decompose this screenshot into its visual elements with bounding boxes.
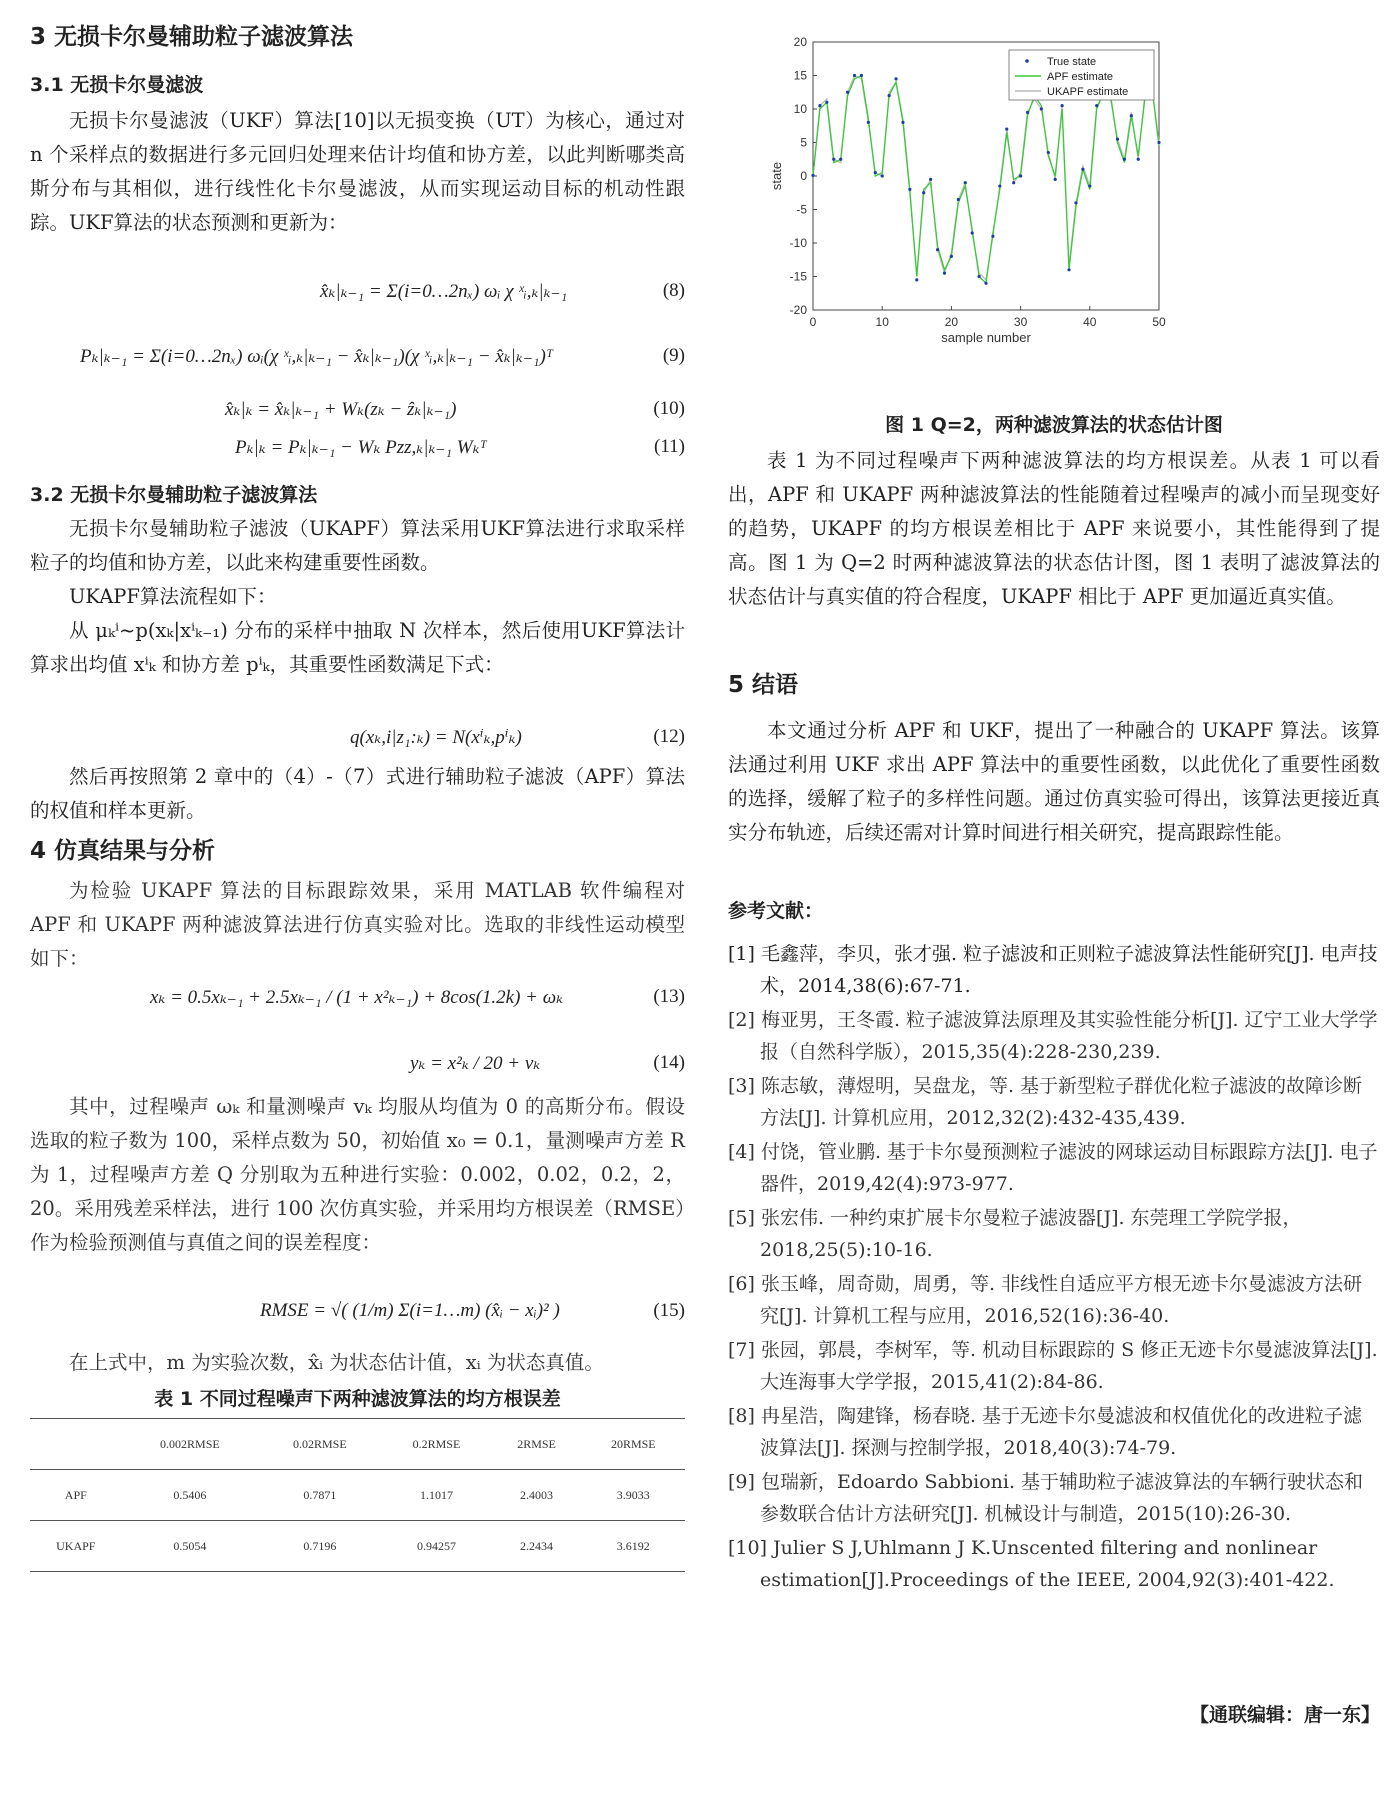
- true-state-point: [1081, 168, 1084, 171]
- equation-11: Pₖ|ₖ = Pₖ|ₖ₋₁ − Wₖ Pzz,ₖ|ₖ₋₁ Wₖᵀ: [235, 437, 487, 458]
- y-tick-label: 20: [793, 35, 807, 49]
- true-state-point: [950, 255, 953, 258]
- table-header-cell: 0.2RMSE: [381, 1419, 491, 1470]
- x-tick-label: 30: [1013, 315, 1028, 329]
- table-cell: APF: [30, 1470, 122, 1521]
- true-state-point: [1095, 104, 1098, 107]
- paragraph-noise-setup: 其中，过程噪声 ωₖ 和量测噪声 vₖ 均服从均值为 0 的高斯分布。假设选取的粒子数为 100，采样点数为 50，初始值 x₀ = 0.1，量测噪声方差 R 为 1，过程噪声方差 Q 分别取为五种进行实验：0.002，0.02，0.2，2，20。采用残差采样法，进行 100 次仿真实验，并采用均方根误差（RMSE）作为检验预测值与真值之间的误差程度：: [30, 1095, 685, 1254]
- reference-list: [728, 938, 1380, 1598]
- true-state-point: [1157, 141, 1160, 144]
- true-state-point: [1047, 151, 1050, 154]
- x-tick-label: 10: [875, 315, 889, 329]
- true-state-point: [1012, 181, 1015, 184]
- true-state-point: [832, 158, 835, 161]
- table-cell: 0.7871: [258, 1470, 381, 1521]
- y-tick-label: -10: [789, 236, 807, 250]
- true-state-point: [839, 158, 842, 161]
- true-state-point: [922, 191, 925, 194]
- x-tick-label: 40: [1083, 315, 1097, 329]
- true-state-point: [860, 74, 863, 77]
- reference-item: [2] 梅亚男，王冬霞. 粒子滤波算法原理及其实验性能分析[J]. 辽宁工业大学学报（自然科学版），2015,35(4):228-230,239.: [728, 1009, 1378, 1063]
- true-state-point: [853, 74, 856, 77]
- paragraph-ukf-intro: 无损卡尔曼滤波（UKF）算法[10]以无损变换（UT）为核心，通过对 n 个采样点的数据进行多元回归处理来估计均值和协方差，以此判断哪类高斯分布与其相似，进行线性化卡尔曼滤波，从而实现运动目标的机动性跟踪。UKF算法的状态预测和更新为：: [30, 109, 685, 234]
- table-cell: 0.5054: [122, 1521, 259, 1572]
- chart-legend: [1009, 50, 1154, 100]
- paragraph-simulation: 为检验 UKAPF 算法的目标跟踪效果，采用 MATLAB 软件编程对 APF 和 UKAPF 两种滤波算法进行仿真实验对比。选取的非线性运动模型如下：: [30, 879, 685, 970]
- true-state-point: [977, 275, 980, 278]
- true-state-point: [1123, 158, 1126, 161]
- table-header-cell: 0.02RMSE: [258, 1419, 381, 1470]
- paragraph-table-analysis: 表 1 为不同过程噪声下两种滤波算法的均方根误差。从表 1 可以看出，APF 和 UKAPF 两种滤波算法的性能随着过程噪声的减小而呈现变好的趋势，UKAPF 的均方根误差相比于 APF 来说要小，其性能得到了提高。图 1 为 Q=2 时两种滤波算法的状态估计图，图 1 表明了滤波算法的状态估计与真实值的符合程度，UKAPF 相比于 APF 更加逼近真实值。: [728, 449, 1380, 608]
- true-state-point: [881, 174, 884, 177]
- paragraph-sampling: 从 μₖⁱ~p(xₖ|xⁱₖ₋₁) 分布的采样中抽取 N 次样本，然后使用UKF算法计算求出均值 xⁱₖ 和协方差 pⁱₖ，其重要性函数满足下式：: [30, 619, 685, 676]
- x-axis-label: sample number: [941, 330, 1031, 345]
- reference-item: [9] 包瑞新，Edoardo Sabbioni. 基于辅助粒子滤波算法的车辆行驶状态和参数联合估计方法研究[J]. 机械设计与制造，2015(10):26-30.: [728, 1471, 1364, 1525]
- reference-item: [10] Julier S J,Uhlmann J K.Unscented filtering and nonlinear estimation[J].Proceedings of the IEEE, 2004,92(3):401-422.: [728, 1537, 1335, 1591]
- reference-item: [7] 张园，郭晨，李树军，等. 机动目标跟踪的 S 修正无迹卡尔曼滤波算法[J]. 大连海事大学学报，2015,41(2):84-86.: [728, 1339, 1378, 1393]
- equation-number-12: (12): [653, 726, 685, 747]
- true-state-point: [1137, 158, 1140, 161]
- true-state-point: [936, 248, 939, 251]
- paragraph-ukapf-flow: UKAPF算法流程如下：: [69, 585, 277, 608]
- true-state-point: [846, 91, 849, 94]
- true-state-point: [929, 178, 932, 181]
- table-cell: 1.1017: [381, 1470, 491, 1521]
- y-tick-label: 0: [800, 169, 807, 183]
- true-state-point: [811, 174, 814, 177]
- true-state-point: [1019, 174, 1022, 177]
- true-state-point: [908, 188, 911, 191]
- paragraph-conclusion: 本文通过分析 APF 和 UKF，提出了一种融合的 UKAPF 算法。该算法通过利用 UKF 求出 APF 算法中的重要性函数，以此优化了重要性函数的选择，缓解了粒子的多样性问题。通过仿真实验可得出，该算法更接近真实分布轨迹，后续还需对计算时间进行相关研究，提高跟踪性能。: [728, 719, 1380, 844]
- state-estimate-chart: [728, 30, 1380, 400]
- section-4-title: 4 仿真结果与分析: [30, 838, 216, 864]
- true-state-point: [971, 231, 974, 234]
- true-state-point: [1054, 178, 1057, 181]
- true-state-point: [964, 181, 967, 184]
- true-state-point: [998, 184, 1001, 187]
- true-state-point: [874, 171, 877, 174]
- paragraph-ukapf-intro: 无损卡尔曼辅助粒子滤波（UKAPF）算法采用UKF算法进行求取采样粒子的均值和协方差，以此来构建重要性函数。: [30, 517, 685, 574]
- table-cell: UKAPF: [30, 1521, 122, 1572]
- legend-label: True state: [1047, 56, 1097, 68]
- true-state-point: [894, 77, 897, 80]
- true-state-point: [1088, 184, 1091, 187]
- reference-item: [1] 毛鑫萍，李贝，张才强. 粒子滤波和正则粒子滤波算法性能研究[J]. 电声技术，2014,38(6):67-71.: [728, 943, 1378, 997]
- legend-label: UKAPF estimate: [1047, 86, 1129, 98]
- table-cell: 2.4003: [491, 1470, 581, 1521]
- table-header-cell: 0.002RMSE: [122, 1419, 259, 1470]
- true-state-point: [984, 282, 987, 285]
- true-state-point: [1116, 138, 1119, 141]
- section-3-title: 3 无损卡尔曼辅助粒子滤波算法: [30, 24, 354, 50]
- table-cell: 3.9033: [582, 1470, 685, 1521]
- equation-9: Pₖ|ₖ₋₁ = Σ(i=0…2nₓ) ωᵢ(χ ˣᵢ,ₖ|ₖ₋₁ − x̂ₖ|ₖ₋₁)(χ ˣᵢ,ₖ|ₖ₋₁ − x̂ₖ|ₖ₋₁)ᵀ: [80, 346, 554, 367]
- section-3-2-title: 3.2 无损卡尔曼辅助粒子滤波算法: [30, 484, 318, 506]
- equation-8: x̂ₖ|ₖ₋₁ = Σ(i=0…2nₓ) ωᵢ χ ˣᵢ,ₖ|ₖ₋₁: [320, 281, 568, 302]
- equation-15: RMSE = √( (1/m) Σ(i=1…m) (x̂ᵢ − xᵢ)² ): [260, 1300, 560, 1321]
- table-header-row: [30, 1419, 685, 1470]
- table-row: [30, 1470, 685, 1521]
- editor-note: 【通联编辑：唐一东】: [1189, 1704, 1380, 1726]
- true-state-point: [915, 278, 918, 281]
- y-tick-label: 5: [800, 135, 807, 150]
- references-title: 参考文献：: [728, 900, 824, 922]
- y-tick-label: -20: [789, 303, 807, 317]
- equation-number-14: (14): [653, 1052, 685, 1073]
- section-5-title: 5 结语: [728, 672, 799, 698]
- equation-number-9: (9): [662, 345, 685, 366]
- true-state-point: [1005, 128, 1008, 131]
- equation-12: q(xₖ,i|z₁:ₖ) = N(xⁱₖ,pⁱₖ): [350, 727, 522, 748]
- equation-10: x̂ₖ|ₖ = x̂ₖ|ₖ₋₁ + Wₖ(zₖ − ẑₖ|ₖ₋₁): [225, 399, 457, 420]
- legend-marker-true: [1025, 59, 1029, 63]
- paragraph-rmse-symbols: 在上式中，m 为实验次数，x̂ᵢ 为状态估计值，xᵢ 为状态真值。: [69, 1351, 604, 1374]
- true-state-point: [1040, 107, 1043, 110]
- equation-number-13: (13): [653, 986, 685, 1007]
- y-tick-label: 10: [793, 102, 807, 116]
- equation-13: xₖ = 0.5xₖ₋₁ + 2.5xₖ₋₁ / (1 + x²ₖ₋₁) + 8cos(1.2k) + ωₖ: [150, 987, 564, 1008]
- equation-14: yₖ = x²ₖ / 20 + vₖ: [410, 1053, 541, 1074]
- true-state-point: [867, 121, 870, 124]
- table-caption: 表 1 不同过程噪声下两种滤波算法的均方根误差: [154, 1388, 561, 1410]
- table-header-cell: 2RMSE: [491, 1419, 581, 1470]
- true-state-point: [1074, 201, 1077, 204]
- reference-item: [6] 张玉峰，周奇勋，周勇，等. 非线性自适应平方根无迹卡尔曼滤波方法研究[J]. 计算机工程与应用，2016,52(16):36-40.: [728, 1273, 1363, 1327]
- table-cell: 3.6192: [582, 1521, 685, 1572]
- y-tick-label: -15: [789, 269, 807, 284]
- x-tick-label: 0: [809, 315, 817, 329]
- equation-number-11: (11): [654, 436, 685, 457]
- table-cell: 2.2434: [491, 1521, 581, 1572]
- legend-label: APF estimate: [1047, 71, 1114, 83]
- true-state-point: [1067, 268, 1070, 271]
- table-cell: 0.7196: [258, 1521, 381, 1572]
- equation-number-8: (8): [662, 280, 685, 301]
- table-cell: 0.5406: [122, 1470, 259, 1521]
- paragraph-apf-update: 然后再按照第 2 章中的（4）-（7）式进行辅助粒子滤波（APF）算法的权值和样本更新。: [30, 765, 685, 822]
- y-tick-label: -5: [796, 202, 807, 217]
- y-axis-label: state: [769, 161, 784, 191]
- reference-item: [5] 张宏伟. 一种约束扩展卡尔曼粒子滤波器[J]. 东莞理工学院学报，2018,25(5):10-16.: [728, 1207, 1302, 1261]
- reference-item: [8] 冉星浩，陶建锋，杨春晓. 基于无迹卡尔曼滤波和权值优化的改进粒子滤波算法[J]. 探测与控制学报，2018,40(3):74-79.: [728, 1405, 1363, 1459]
- figure-caption: 图 1 Q=2，两种滤波算法的状态估计图: [885, 414, 1223, 436]
- true-state-point: [1061, 104, 1064, 107]
- true-state-point: [991, 235, 994, 238]
- reference-item: [3] 陈志敏，薄煜明，吴盘龙，等. 基于新型粒子群优化粒子滤波的故障诊断方法[J]. 计算机应用，2012,32(2):432-435,439.: [728, 1075, 1363, 1129]
- equation-number-15: (15): [653, 1300, 685, 1321]
- table-cell: 0.94257: [381, 1521, 491, 1572]
- table-header-cell: [30, 1419, 122, 1470]
- reference-item: [4] 付饶，管业鹏. 基于卡尔曼预测粒子滤波的网球运动目标跟踪方法[J]. 电子器件，2019,42(4):973-977.: [728, 1141, 1378, 1195]
- x-tick-label: 50: [1152, 315, 1166, 329]
- true-state-point: [1026, 111, 1029, 114]
- true-state-point: [888, 94, 891, 97]
- y-tick-label: 15: [793, 68, 807, 83]
- x-tick-label: 20: [944, 315, 959, 329]
- true-state-point: [818, 104, 821, 107]
- true-state-point: [901, 121, 904, 124]
- true-state-point: [957, 198, 960, 201]
- equation-number-10: (10): [653, 398, 685, 419]
- true-state-point: [1130, 114, 1133, 117]
- rmse-table: [30, 1418, 685, 1572]
- table-header-cell: 20RMSE: [582, 1419, 685, 1470]
- true-state-point: [825, 101, 828, 104]
- section-3-1-title: 3.1 无损卡尔曼滤波: [30, 74, 204, 96]
- table-row: [30, 1521, 685, 1572]
- true-state-point: [943, 272, 946, 275]
